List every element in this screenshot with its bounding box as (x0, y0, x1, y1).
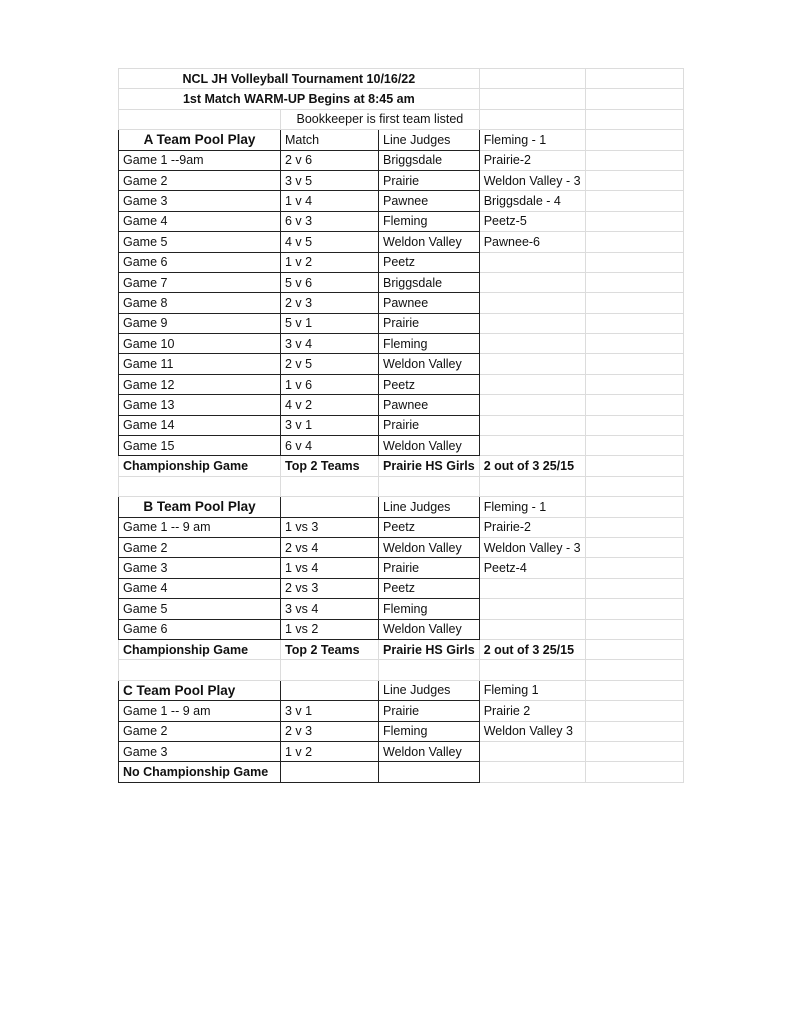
cell[interactable]: NCL JH Volleyball Tournament 10/16/22 (119, 69, 480, 89)
cell[interactable] (585, 252, 683, 272)
cell[interactable]: B Team Pool Play (119, 497, 281, 517)
cell[interactable] (585, 334, 683, 354)
cell[interactable]: 2 out of 3 25/15 (479, 639, 585, 659)
cell[interactable]: Bookkeeper is first team listed (281, 109, 480, 129)
cell[interactable]: Top 2 Teams (281, 639, 379, 659)
cell[interactable]: Peetz (379, 578, 480, 598)
cell[interactable] (479, 109, 585, 129)
cell[interactable]: Championship Game (119, 639, 281, 659)
cell[interactable]: Peetz (379, 374, 480, 394)
cell[interactable]: Game 5 (119, 232, 281, 252)
cell[interactable] (119, 660, 281, 680)
cell[interactable]: A Team Pool Play (119, 130, 281, 150)
cell[interactable] (585, 150, 683, 170)
cell[interactable] (585, 456, 683, 476)
cell[interactable]: 5 v 1 (281, 313, 379, 333)
cell[interactable]: Weldon Valley 3 (479, 721, 585, 741)
cell[interactable]: Peetz (379, 517, 480, 537)
cell[interactable]: Fleming - 1 (479, 497, 585, 517)
cell[interactable]: 4 v 2 (281, 395, 379, 415)
cell[interactable]: 6 v 4 (281, 436, 379, 456)
cell[interactable]: 5 v 6 (281, 272, 379, 292)
cell[interactable]: Game 8 (119, 293, 281, 313)
cell[interactable] (585, 619, 683, 639)
table-row-game (119, 191, 684, 211)
cell[interactable]: Game 3 (119, 741, 281, 761)
cell[interactable] (585, 578, 683, 598)
cell[interactable] (585, 436, 683, 456)
cell[interactable]: Peetz (379, 252, 480, 272)
table-row-game (119, 558, 684, 578)
cell[interactable]: 2 v 6 (281, 150, 379, 170)
cell[interactable]: Pawnee (379, 293, 480, 313)
cell[interactable] (585, 109, 683, 129)
cell[interactable]: Game 15 (119, 436, 281, 456)
cell[interactable]: Weldon Valley (379, 436, 480, 456)
cell[interactable]: 6 v 3 (281, 211, 379, 231)
table-row-blank (119, 660, 684, 680)
cell[interactable]: Championship Game (119, 456, 281, 476)
table-row-title (119, 89, 684, 109)
cell[interactable]: Fleming (379, 211, 480, 231)
cell[interactable]: Prairie (379, 415, 480, 435)
cell[interactable] (281, 497, 379, 517)
cell[interactable]: Line Judges (379, 497, 480, 517)
cell[interactable]: Prairie (379, 558, 480, 578)
table-row-game (119, 415, 684, 435)
cell[interactable]: Prairie (379, 170, 480, 190)
table-row-game (119, 354, 684, 374)
table-row-game (119, 619, 684, 639)
cell[interactable] (585, 599, 683, 619)
cell[interactable]: Briggsdale - 4 (479, 191, 585, 211)
table-row-game (119, 721, 684, 741)
cell[interactable]: Game 3 (119, 191, 281, 211)
cell[interactable] (281, 680, 379, 700)
table-row-game (119, 232, 684, 252)
cell[interactable]: Game 13 (119, 395, 281, 415)
table-row-game (119, 211, 684, 231)
cell[interactable] (585, 680, 683, 700)
cell[interactable] (479, 741, 585, 761)
cell[interactable] (585, 558, 683, 578)
cell[interactable]: Briggsdale (379, 150, 480, 170)
cell[interactable]: Top 2 Teams (281, 456, 379, 476)
table-row-game (119, 272, 684, 292)
cell[interactable]: Prairie 2 (479, 701, 585, 721)
cell[interactable]: 4 v 5 (281, 232, 379, 252)
cell[interactable] (585, 211, 683, 231)
cell[interactable]: Prairie (379, 701, 480, 721)
cell[interactable] (479, 762, 585, 782)
cell[interactable]: Game 12 (119, 374, 281, 394)
table-row-game (119, 599, 684, 619)
cell[interactable] (585, 415, 683, 435)
cell[interactable]: Peetz-5 (479, 211, 585, 231)
cell[interactable] (585, 354, 683, 374)
table-row-nochamp (119, 762, 684, 782)
cell[interactable]: Prairie-2 (479, 150, 585, 170)
cell[interactable] (119, 109, 281, 129)
cell[interactable]: Game 5 (119, 599, 281, 619)
cell[interactable] (585, 191, 683, 211)
table-row-game (119, 374, 684, 394)
cell[interactable] (585, 395, 683, 415)
cell[interactable]: Weldon Valley - 3 (479, 537, 585, 557)
cell[interactable]: Game 1 -- 9 am (119, 517, 281, 537)
cell[interactable] (479, 660, 585, 680)
cell[interactable]: Weldon Valley (379, 232, 480, 252)
table-row-game (119, 313, 684, 333)
cell[interactable]: 2 v 5 (281, 354, 379, 374)
table-row-game (119, 150, 684, 170)
cell[interactable]: Game 4 (119, 578, 281, 598)
cell[interactable]: Line Judges (379, 130, 480, 150)
cell[interactable]: Fleming (379, 334, 480, 354)
cell[interactable] (479, 354, 585, 374)
cell[interactable]: Game 11 (119, 354, 281, 374)
table-row-note (119, 109, 684, 129)
cell[interactable] (585, 89, 683, 109)
cell[interactable] (479, 334, 585, 354)
cell[interactable]: C Team Pool Play (119, 680, 281, 700)
cell[interactable]: Match (281, 130, 379, 150)
cell[interactable]: Weldon Valley (379, 619, 480, 639)
cell[interactable]: Game 10 (119, 334, 281, 354)
cell[interactable] (479, 252, 585, 272)
table-row-game (119, 170, 684, 190)
table-row-game (119, 395, 684, 415)
schedule-body (119, 69, 684, 783)
cell[interactable]: 1 v 6 (281, 374, 379, 394)
cell[interactable] (585, 170, 683, 190)
cell[interactable]: Game 3 (119, 558, 281, 578)
cell[interactable]: Fleming (379, 599, 480, 619)
table-row-champ (119, 456, 684, 476)
cell[interactable] (585, 313, 683, 333)
table-row-header (119, 497, 684, 517)
cell[interactable]: Prairie-2 (479, 517, 585, 537)
cell[interactable]: Peetz-4 (479, 558, 585, 578)
cell[interactable]: Prairie HS Girls (379, 639, 480, 659)
cell[interactable] (585, 232, 683, 252)
cell[interactable]: 2 vs 4 (281, 537, 379, 557)
table-row-game (119, 517, 684, 537)
table-row-champ (119, 639, 684, 659)
table-row-blank (119, 476, 684, 496)
cell[interactable] (585, 639, 683, 659)
cell[interactable]: Game 14 (119, 415, 281, 435)
cell[interactable]: 1 vs 2 (281, 619, 379, 639)
cell[interactable]: 3 v 4 (281, 334, 379, 354)
cell[interactable]: Prairie (379, 313, 480, 333)
cell[interactable] (585, 517, 683, 537)
cell[interactable]: Game 6 (119, 619, 281, 639)
cell[interactable] (585, 497, 683, 517)
cell[interactable] (585, 721, 683, 741)
cell[interactable]: Briggsdale (379, 272, 480, 292)
cell[interactable]: Fleming (379, 721, 480, 741)
table-row-game (119, 334, 684, 354)
cell[interactable] (585, 762, 683, 782)
cell[interactable]: Fleming 1 (479, 680, 585, 700)
cell[interactable]: Weldon Valley (379, 537, 480, 557)
cell[interactable]: 3 v 1 (281, 415, 379, 435)
cell[interactable]: 2 out of 3 25/15 (479, 456, 585, 476)
cell[interactable] (479, 313, 585, 333)
cell[interactable] (479, 69, 585, 89)
cell[interactable]: Weldon Valley - 3 (479, 170, 585, 190)
cell[interactable] (585, 69, 683, 89)
cell[interactable]: Game 1 -- 9 am (119, 701, 281, 721)
cell[interactable] (585, 660, 683, 680)
cell[interactable]: 3 v 5 (281, 170, 379, 190)
table-row-game (119, 578, 684, 598)
cell[interactable]: 2 vs 3 (281, 578, 379, 598)
cell[interactable]: 2 v 3 (281, 293, 379, 313)
cell[interactable]: Game 9 (119, 313, 281, 333)
table-row-game (119, 741, 684, 761)
cell[interactable] (479, 272, 585, 292)
cell[interactable] (379, 660, 480, 680)
cell[interactable] (479, 578, 585, 598)
cell[interactable] (281, 660, 379, 680)
cell[interactable] (479, 436, 585, 456)
cell[interactable]: Game 7 (119, 272, 281, 292)
cell[interactable]: No Championship Game (119, 762, 281, 782)
cell[interactable]: Weldon Valley (379, 741, 480, 761)
cell[interactable]: Pawnee (379, 191, 480, 211)
cell[interactable]: 2 v 3 (281, 721, 379, 741)
cell[interactable]: Pawnee-6 (479, 232, 585, 252)
cell[interactable] (479, 89, 585, 109)
cell[interactable] (479, 476, 585, 496)
cell[interactable]: 1 v 2 (281, 741, 379, 761)
cell[interactable]: Line Judges (379, 680, 480, 700)
cell[interactable]: Game 6 (119, 252, 281, 272)
cell[interactable]: 1st Match WARM-UP Begins at 8:45 am (119, 89, 480, 109)
cell[interactable]: Game 2 (119, 537, 281, 557)
table-row-header-left (119, 680, 684, 700)
cell[interactable] (585, 374, 683, 394)
cell[interactable] (585, 130, 683, 150)
cell[interactable] (281, 762, 379, 782)
cell[interactable] (479, 415, 585, 435)
cell[interactable]: 1 vs 4 (281, 558, 379, 578)
cell[interactable] (281, 476, 379, 496)
cell[interactable] (479, 395, 585, 415)
cell[interactable] (585, 741, 683, 761)
cell[interactable]: Pawnee (379, 395, 480, 415)
tournament-schedule-table (118, 68, 684, 783)
cell[interactable]: Game 4 (119, 211, 281, 231)
cell[interactable] (119, 476, 281, 496)
table-row-game (119, 537, 684, 557)
cell[interactable] (379, 476, 480, 496)
table-row-header (119, 130, 684, 150)
table-row-game (119, 293, 684, 313)
cell[interactable]: Game 2 (119, 721, 281, 741)
cell[interactable] (479, 599, 585, 619)
cell[interactable]: 1 v 2 (281, 252, 379, 272)
cell[interactable]: Prairie HS Girls (379, 456, 480, 476)
table-row-title (119, 69, 684, 89)
cell[interactable]: 1 vs 3 (281, 517, 379, 537)
cell[interactable]: 1 v 4 (281, 191, 379, 211)
cell[interactable] (585, 537, 683, 557)
cell[interactable] (585, 272, 683, 292)
cell[interactable]: Weldon Valley (379, 354, 480, 374)
cell[interactable]: 3 v 1 (281, 701, 379, 721)
cell[interactable] (585, 476, 683, 496)
cell[interactable]: 3 vs 4 (281, 599, 379, 619)
table-row-game (119, 701, 684, 721)
cell[interactable] (479, 293, 585, 313)
table-row-game (119, 252, 684, 272)
cell[interactable] (585, 701, 683, 721)
cell[interactable]: Game 1 --9am (119, 150, 281, 170)
cell[interactable]: Game 2 (119, 170, 281, 190)
table-row-game (119, 436, 684, 456)
cell[interactable] (379, 762, 480, 782)
cell[interactable] (479, 619, 585, 639)
cell[interactable] (585, 293, 683, 313)
cell[interactable] (479, 374, 585, 394)
cell[interactable]: Fleming - 1 (479, 130, 585, 150)
